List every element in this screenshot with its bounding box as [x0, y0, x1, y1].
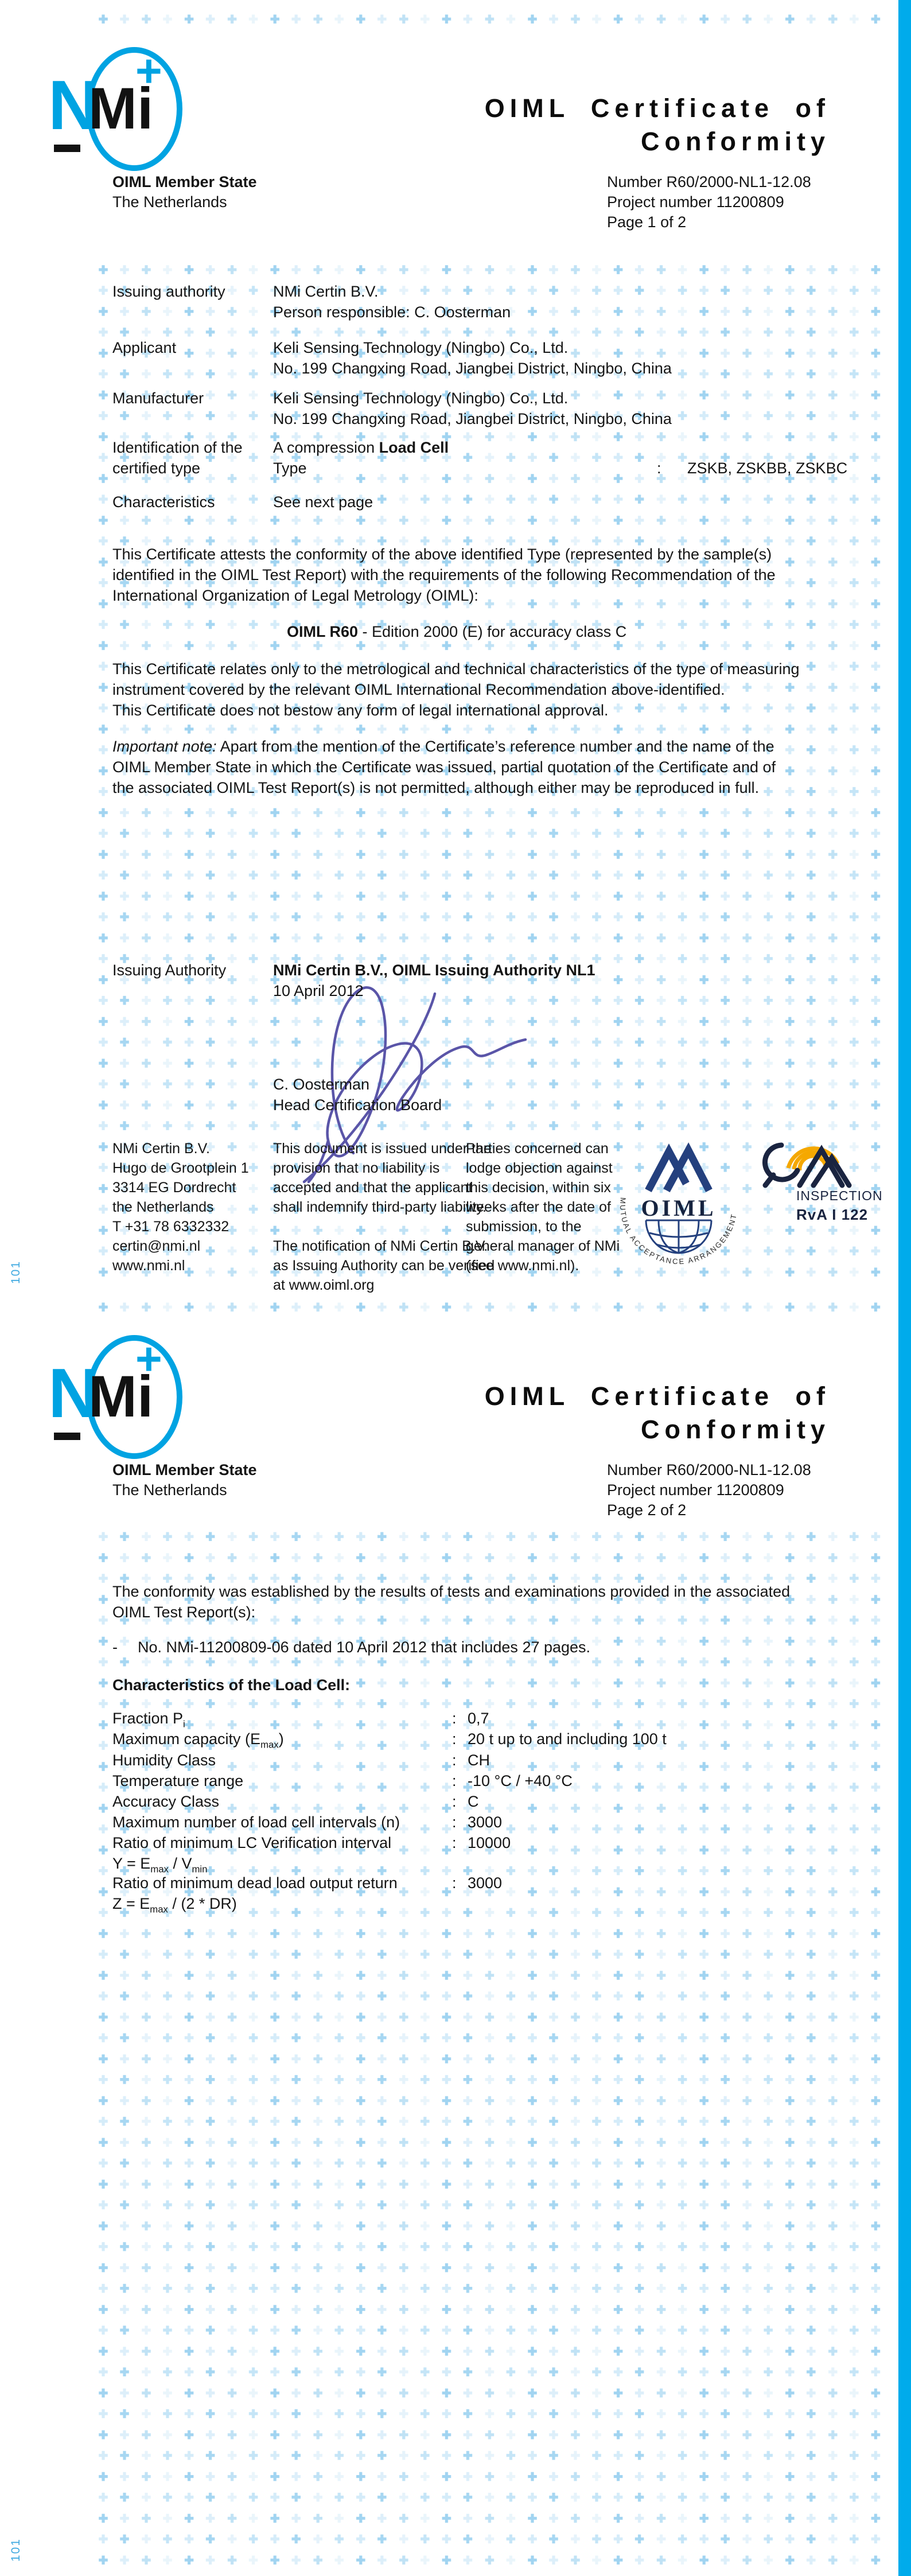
nmi-logo-letter-n: N — [48, 1354, 99, 1432]
report-bullet: - — [112, 1639, 118, 1656]
footer-line: this decision, within six — [466, 1180, 611, 1196]
side-number: 101 — [9, 2538, 22, 2562]
oiml-maa-arc-label: MUTUAL ACCEPTANCE ARRANGEMENT — [618, 1197, 739, 1266]
char-row-temperature: Temperature range : -10 °C / +40 °C — [112, 1772, 573, 1789]
nmi-logo-letters-mi: Mi — [88, 76, 154, 141]
issuing-authority-name: NMi Certin B.V., OIML Issuing Authority NL1 — [273, 962, 595, 979]
paragraph-important-note — [112, 736, 776, 798]
footer-line: Parties concerned can — [466, 1141, 609, 1157]
oiml-maa-text: OIML — [641, 1195, 717, 1221]
char-row-formula-z: $Z = E_{max} / (2 * DR)$ — [112, 1895, 237, 1915]
issuing-authority-label: Issuing Authority — [112, 962, 227, 979]
paragraph-attestation — [112, 544, 776, 606]
paragraph-line: OIML Test Report(s): — [112, 1604, 256, 1621]
field-value-applicant-1: Keli Sensing Technology (Ningbo) Co., Ltd. — [273, 339, 569, 356]
footer-phone: T +31 78 6332332 — [112, 1219, 229, 1235]
char-row-max-capacity: Maximum capacity $(E_{max})$ : 20 t up to and including 100 t — [112, 1730, 667, 1750]
nmi-logo-underscore — [54, 1433, 80, 1440]
signer-name: C. Oosterman — [273, 1076, 370, 1093]
report-reference: No. NMi-11200809-06 dated 10 April 2012 that includes 27 pages. — [138, 1639, 591, 1656]
field-label-issuing-authority: Issuing authority — [112, 283, 225, 300]
project-number: Project number 11200809 — [607, 193, 784, 211]
type-label: Type — [273, 460, 307, 477]
footer-line: weeks after the date of — [466, 1199, 611, 1215]
char-row-intervals: Maximum number of load cell intervals (n) : 3000 — [112, 1814, 503, 1831]
type-colon: : — [657, 460, 661, 477]
title-line-1: OIML Certificate of — [484, 94, 830, 123]
footer-website: www.nmi.nl — [112, 1258, 185, 1274]
paragraph-line: OIML Member State in which the Certificate was issued, partial quotation of the Certificate and of — [112, 758, 776, 776]
certificate-title — [485, 92, 830, 158]
member-state-label: OIML Member State — [112, 1461, 257, 1478]
paragraph-line: This Certificate does not bestow any form of legal international approval. — [112, 702, 609, 719]
footer-line: general manager of NMi — [466, 1238, 620, 1254]
footer-line: accepted and that the applicant — [273, 1180, 473, 1196]
nmi-logo-underscore — [54, 145, 80, 152]
title-line-2: Conformity — [641, 1415, 830, 1444]
recommendation-edition: - Edition 2000 (E) for accuracy class C — [358, 623, 627, 640]
footer-line: 3314 EG Dordrecht — [112, 1180, 236, 1196]
field-label-characteristics: Characteristics — [112, 493, 215, 511]
footer-line: lodge objection against — [466, 1160, 613, 1176]
rva-code-label: RvA I 122 — [796, 1206, 869, 1223]
blue-edge-bar — [898, 0, 911, 2576]
paragraph-scope — [112, 659, 800, 721]
field-value-manufacturer-1: Keli Sensing Technology (Ningbo) Co., Ltd. — [273, 390, 569, 407]
paragraph-line: identified in the OIML Test Report) with the requirements of the following Recommendation of the — [112, 566, 776, 583]
title-line-2: Conformity — [641, 127, 830, 156]
char-row-fraction: Fraction $P_i$ : 0,7 — [112, 1710, 489, 1730]
member-state-label: OIML Member State — [112, 173, 257, 190]
paragraph-line: the associated OIML Test Report(s) is not permitted, although either may be reproduced in full. — [112, 779, 760, 796]
char-row-humidity: Humidity Class : CH — [112, 1752, 490, 1769]
field-value-issuing-authority-1: NMi Certin B.V. — [273, 283, 379, 300]
nmi-logo — [50, 1335, 185, 1458]
side-number: 101 — [9, 1260, 22, 1284]
footer-email: certin@nmi.nl — [112, 1238, 201, 1254]
member-state-block — [112, 172, 257, 212]
footer-line: at www.oiml.org — [273, 1277, 375, 1293]
certificate-number: Number R60/2000-NL1-12.08 — [607, 1461, 811, 1478]
footer-liability — [273, 1139, 495, 1295]
footer-line: The notification of NMi Certin B.V. — [273, 1238, 488, 1254]
char-row-dead-load: Ratio of minimum dead load output return : 3000 — [112, 1874, 503, 1892]
project-number: Project number 11200809 — [607, 1481, 784, 1499]
paragraph-line: instrument covered by the relevant OIML International Recommendation above-identified. — [112, 681, 725, 698]
nmi-logo — [50, 47, 185, 170]
paragraph-line: International Organization of Legal Metrology (OIML): — [112, 587, 478, 604]
page-indicator: Page 2 of 2 — [607, 1501, 687, 1519]
field-value-applicant-2: No. 199 Changxing Road, Jiangbei District, Ningbo, China — [273, 360, 672, 377]
footer-line: This document is issued under the — [273, 1141, 492, 1157]
char-row-accuracy: Accuracy Class : C — [112, 1793, 479, 1810]
member-state-value: The Netherlands — [112, 193, 227, 211]
important-note-label: Important note: — [112, 738, 217, 755]
signer-title: Head Certification Board — [273, 1096, 442, 1114]
footer-line: provision that no liability is — [273, 1160, 440, 1176]
member-state-value: The Netherlands — [112, 1481, 227, 1499]
issue-date: 10 April 2012 — [273, 982, 364, 999]
type-value: ZSKB, ZSKBB, ZSKBC — [687, 460, 848, 477]
identification-desc-bold: Load Cell — [379, 439, 449, 456]
field-label-identification: Identification of the certified type — [112, 439, 243, 477]
field-value-issuing-authority-2: Person responsible: C. Oosterman — [273, 303, 511, 321]
certificate-number: Number R60/2000-NL1-12.08 — [607, 173, 811, 190]
title-line-1: OIML Certificate of — [484, 1382, 830, 1411]
field-value-identification — [273, 437, 449, 458]
field-label-applicant: Applicant — [112, 339, 177, 356]
rva-logo — [756, 1135, 888, 1232]
nmi-logo-letter-n: N — [48, 66, 99, 144]
footer-line: submission, to the — [466, 1219, 582, 1235]
paragraph-line: The conformity was established by the results of tests and examinations provided in the associated — [112, 1583, 791, 1600]
rva-inspection-label: INSPECTION — [796, 1188, 883, 1203]
field-value-characteristics: See next page — [273, 493, 373, 511]
paragraph-line: This Certificate relates only to the metrological and technical characteristics of the type of measuring — [112, 660, 800, 678]
field-label-manufacturer: Manufacturer — [112, 390, 204, 407]
footer-line: as Issuing Authority can be verified — [273, 1258, 495, 1274]
oiml-maa-logo — [618, 1133, 745, 1277]
footer-line: NMi Certin B.V. — [112, 1141, 210, 1157]
identification-desc: A compression — [273, 439, 379, 456]
paragraph-conformity — [112, 1581, 790, 1622]
certificate-number-block — [607, 172, 811, 232]
member-state-block — [112, 1460, 257, 1500]
important-note-text: Apart from the mention of the Certificate’s reference number and the name of the — [216, 738, 774, 755]
char-row-formula-y: $Y = E_{max} / V_{min}$ — [112, 1855, 208, 1875]
footer-line: Hugo de Grootplein 1 — [112, 1160, 249, 1176]
footer-objection — [466, 1139, 620, 1275]
footer-address — [112, 1139, 249, 1275]
char-row-verification-interval: Ratio of minimum LC Verification interval : 10000 — [112, 1834, 511, 1851]
certificate-number-block — [607, 1460, 811, 1520]
recommendation-code: OIML R60 — [287, 623, 359, 640]
footer-line: the Netherlands — [112, 1199, 214, 1215]
footer-line: shall indemnify third-party liability. — [273, 1199, 486, 1215]
nmi-logo-plus-icon: + — [135, 1333, 162, 1384]
certificate-title — [485, 1380, 830, 1446]
footer-line: (see www.nmi.nl). — [466, 1258, 579, 1274]
recommendation-line — [287, 621, 626, 642]
page-indicator: Page 1 of 2 — [607, 213, 687, 231]
field-value-manufacturer-2: No. 199 Changxing Road, Jiangbei District, Ningbo, China — [273, 410, 672, 427]
nmi-logo-letters-mi: Mi — [88, 1364, 154, 1429]
nmi-logo-plus-icon: + — [135, 45, 162, 96]
page-2 — [0, 1288, 911, 2576]
paragraph-line: This Certificate attests the conformity of the above identified Type (represented by the sample(s) — [112, 546, 772, 563]
footer-spacer — [273, 1217, 495, 1236]
characteristics-section-title: Characteristics of the Load Cell: — [112, 1676, 351, 1694]
